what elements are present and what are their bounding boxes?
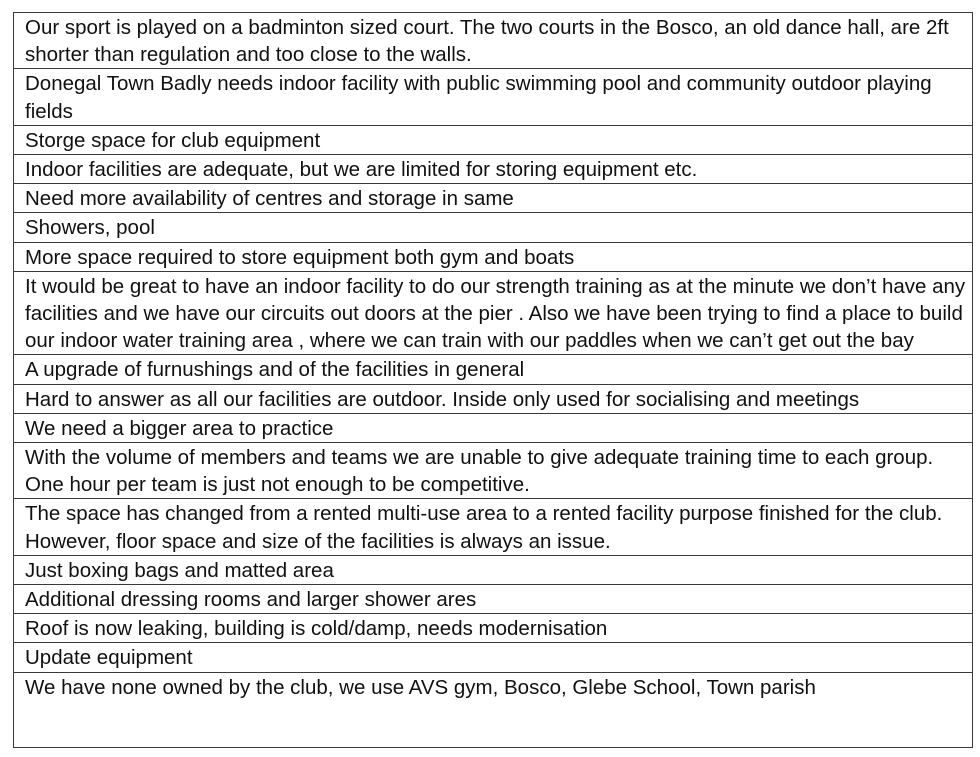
table-row: More space required to store equipment both gym and boats: [14, 243, 972, 272]
table-row: A upgrade of furnushings and of the facilities in general: [14, 355, 972, 384]
table-row: It would be great to have an indoor facility to do our strength training as at the minute we don’t have any facilities and we have our circuits out doors at the pier . Also we have been trying to find a place to build our indoor water training area , where we can train with our paddles when we can’t get out the bay: [14, 272, 972, 356]
table-row: Indoor facilities are adequate, but we are limited for storing equipment etc.: [14, 155, 972, 184]
table-row: Update equipment: [14, 643, 972, 672]
responses-table: [13, 12, 973, 748]
table-row: With the volume of members and teams we are unable to give adequate training time to each group. One hour per team is just not enough to be competitive.: [14, 443, 972, 499]
table-row: Just boxing bags and matted area: [14, 556, 972, 585]
table-row: Donegal Town Badly needs indoor facility with public swimming pool and community outdoor playing fields: [14, 69, 972, 125]
table-row: Our sport is played on a badminton sized court. The two courts in the Bosco, an old dance hall, are 2ft shorter than regulation and too close to the walls.: [14, 13, 972, 69]
table-row: Storge space for club equipment: [14, 126, 972, 155]
table-row: Showers, pool: [14, 213, 972, 242]
table-row: Need more availability of centres and storage in same: [14, 184, 972, 213]
table-row: Roof is now leaking, building is cold/damp, needs modernisation: [14, 614, 972, 643]
table-row: We need a bigger area to practice: [14, 414, 972, 443]
table-row: We have none owned by the club, we use AVS gym, Bosco, Glebe School, Town parish: [25, 675, 816, 699]
table-row: Additional dressing rooms and larger shower ares: [14, 585, 972, 614]
table-row: The space has changed from a rented multi-use area to a rented facility purpose finished for the club. However, floor space and size of the facilities is always an issue.: [14, 499, 972, 555]
table-row: Hard to answer as all our facilities are outdoor. Inside only used for socialising and meetings: [14, 385, 972, 414]
